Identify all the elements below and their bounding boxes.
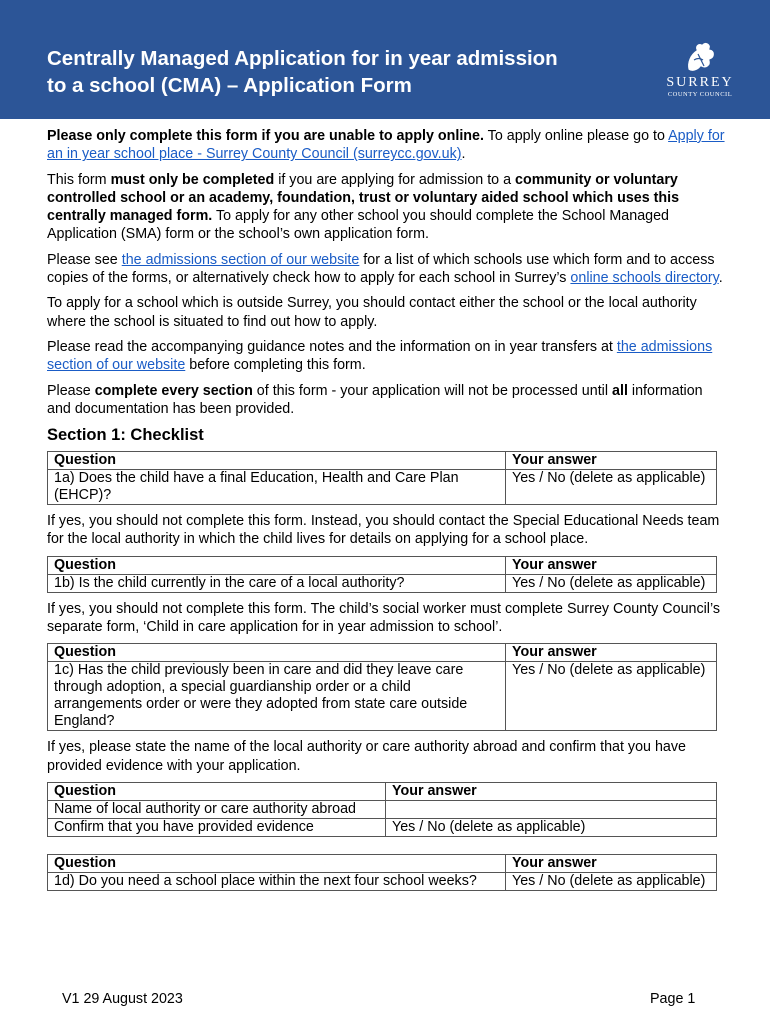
question-table-1d (47, 854, 717, 891)
answer-1c-field[interactable]: Yes / No (delete as applicable) (506, 662, 717, 731)
question-table-1c (47, 643, 717, 731)
intro-text: Please see (47, 251, 122, 268)
question-header: Question (48, 452, 506, 470)
intro-text: . (718, 270, 723, 287)
guidance-link[interactable]: the admissions section of our website (47, 338, 713, 374)
apply-online-link[interactable]: Apply for an in year school place - Surrey County Council (surreycc.gov.uk) (47, 128, 725, 163)
evidence-label: Confirm that you have provided evidence (48, 818, 386, 836)
authority-name-label: Name of local authority or care authority abroad (48, 800, 386, 818)
authority-table (47, 782, 717, 837)
intro-text: before completing this form. (185, 357, 366, 374)
intro-paragraph-forms (47, 251, 727, 288)
intro-text: . (461, 146, 466, 163)
intro-text: information and documentation has been provided. (47, 382, 703, 417)
intro-text: This form (47, 171, 111, 188)
question-1a: 1a) Does the child have a final Education, Health and Care Plan (EHCP)? (48, 470, 506, 505)
intro-paragraph-complete (47, 382, 727, 419)
oak-leaf-icon (680, 40, 720, 74)
intro-paragraph-online (47, 127, 727, 164)
intro-paragraph-eligibility (47, 171, 727, 244)
question-1c: 1c) Has the child previously been in care and did they leave care through adoption, a special guardianship order or a child arrangements order or were they adopted from state care outside England? (48, 662, 506, 731)
note-1c: If yes, please state the name of the local authority or care authority abroad and confirm that you have provided evidence with your application. (47, 739, 686, 774)
logo-name: SURREY (666, 75, 734, 90)
question-1b: 1b) Is the child currently in the care of a local authority? (48, 574, 506, 592)
answer-1b-field[interactable]: Yes / No (delete as applicable) (506, 574, 717, 592)
answer-header: Your answer (506, 854, 717, 872)
logo-subtitle: COUNTY COUNCIL (667, 91, 733, 98)
note-1b: If yes, you should not complete this form. The child’s social worker must complete Surrey County Council’s separate form, ‘Child in care application for in year admission to school’. (47, 600, 721, 636)
version-label: V1 29 August 2023 (62, 991, 183, 1007)
answer-1d-field[interactable]: Yes / No (delete as applicable) (506, 872, 717, 890)
intro-bold: complete every section (94, 382, 253, 399)
intro-bold: must only be completed (110, 171, 275, 188)
admissions-website-link[interactable]: the admissions section of our website (121, 251, 360, 268)
evidence-answer-field[interactable]: Yes / No (delete as applicable) (386, 818, 717, 836)
question-header: Question (48, 854, 506, 872)
authority-name-field[interactable] (386, 800, 717, 818)
surrey-logo (660, 40, 740, 102)
online-warning: Please only complete this form if you are unable to apply online. (47, 128, 484, 144)
question-1d: 1d) Do you need a school place within the next four school weeks? (48, 872, 506, 890)
answer-header: Your answer (506, 644, 717, 662)
question-header: Question (48, 644, 506, 662)
answer-header: Your answer (506, 556, 717, 574)
intro-text: if you are applying for admission to a (274, 171, 516, 188)
question-header: Question (48, 782, 386, 800)
intro-text: of this form - your application will not be processed until (252, 382, 613, 399)
question-header: Question (48, 556, 506, 574)
intro-text: for a list of which schools use which form and to access copies of the forms, or alternatively check how to apply for each school in Surrey’s (47, 251, 715, 287)
intro-bold: all (612, 382, 628, 399)
schools-directory-link[interactable]: online schools directory (570, 270, 719, 287)
intro-bold: community or voluntary controlled school or an academy, foundation, trust or voluntary aided school which uses this centrally managed form. (47, 171, 680, 225)
answer-header: Your answer (506, 452, 717, 470)
intro-paragraph-guidance (47, 338, 727, 375)
form-body (47, 127, 727, 898)
intro-text: Please (47, 382, 95, 399)
note-1a: If yes, you should not complete this form. Instead, you should contact the Special Educational Needs team for the local authority in which the child lives for details on applying for a school place. (47, 513, 720, 548)
answer-header: Your answer (386, 782, 717, 800)
section-heading: Section 1: Checklist (47, 426, 204, 445)
header-banner (0, 0, 770, 119)
intro-text: To apply online please go to (483, 128, 669, 144)
intro-text: To apply for any other school you should complete the School Managed Application (SMA) form or the school’s own application form. (47, 208, 669, 243)
question-table-1b (47, 556, 717, 593)
page-number: Page 1 (650, 991, 696, 1007)
intro-paragraph-outside-surrey: To apply for a school which is outside Surrey, you should contact either the school or the local authority where the school is situated to find out how to apply. (47, 295, 697, 330)
answer-1a-field[interactable]: Yes / No (delete as applicable) (506, 470, 717, 505)
page-title-line2: to a school (CMA) – Application Form (47, 74, 412, 97)
page-title-line1: Centrally Managed Application for in year admission (47, 47, 558, 70)
page-title (47, 45, 647, 99)
intro-text: Please read the accompanying guidance notes and the information on in year transfers at (47, 338, 617, 355)
question-table-1a (47, 451, 717, 505)
